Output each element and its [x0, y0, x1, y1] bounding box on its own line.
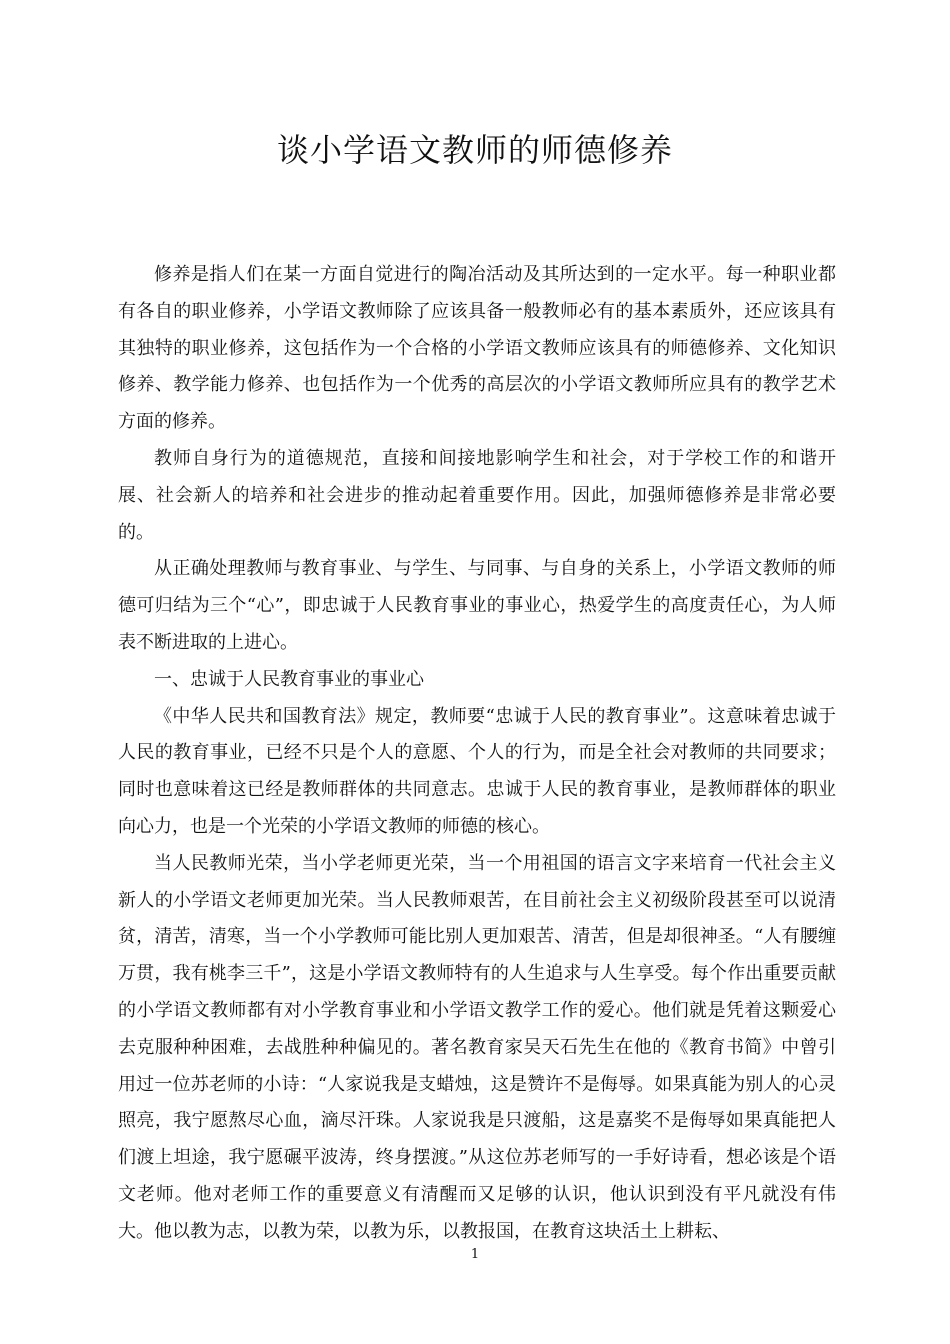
paragraph-teacher-honor: 当人民教师光荣，当小学老师更光荣，当一个用祖国的语言文字来培育一代社会主义新人的小学语文老师更加光荣。当人民教师艰苦，在目前社会主义初级阶段甚至可以说清贫，清苦，清寒，当一个小学教师可能比别人更加艰苦、清苦，但是却很神圣。“人有腰缠万贯，我有桃李三千”，这是小学语文教师特有的人生追求与人生享受。每个作出重要贡献的小学语文教师都有对小学教育事业和小学语文教学工作的爱心。他们就是凭着这颗爱心去克服种种困难，去战胜种种偏见的。著名教育家吴天石先生在他的《教育书简》中曾引用过一位苏老师的小诗：“人家说我是支蜡烛，这是赞许不是侮辱。如果真能为别人的心灵照亮，我宁愿熬尽心血，滴尽汗珠。人家说我是只渡船，这是嘉奖不是侮辱如果真能把人们渡上坦途，我宁愿碾平波涛，终身摆渡。”从这位苏老师写的一手好诗看，想必该是个语文老师。他对老师工作的重要意义有清醒而又足够的认识，他认识到没有平凡就没有伟大。他以教为志，以教为荣，以教为乐，以教报国，在教育这块活土上耕耘、 [118, 852, 836, 1242]
paragraph-ethics-importance: 教师自身行为的道德规范，直接和间接地影响学生和社会，对于学校工作的和谐开展、社会新人的培养和社会进步的推动起着重要作用。因此，加强师德修养是非常必要的。 [118, 447, 836, 543]
paragraph-three-hearts: 从正确处理教师与教育事业、与学生、与同事、与自身的关系上，小学语文教师的师德可归结为三个“心”，即忠诚于人民教育事业的事业心，热爱学生的高度责任心，为人师表不断进取的上进心。 [118, 558, 836, 653]
document-title: 谈小学语文教师的师德修养 [276, 131, 673, 169]
paragraph-education-law: 《中华人民共和国教育法》规定，教师要“忠诚于人民的教育事业”。这意味着忠诚于人民的教育事业，已经不只是个人的意愿、个人的行为，而是全社会对教师的共同要求；同时也意味着这已经是教师群体的共同意志。忠诚于人民的教育事业，是教师群体的职业向心力，也是一个光荣的小学语文教师的师德的核心。 [118, 705, 836, 837]
paragraph-intro: 修养是指人们在某一方面自觉进行的陶冶活动及其所达到的一定水平。每一种职业都有各自的职业修养，小学语文教师除了应该具备一般教师必有的基本素质外，还应该具有其独特的职业修养，这包括作为一个合格的小学语文教师应该具有的师德修养、文化知识修养、教学能力修养、也包括作为一个优秀的高层次的小学语文教师所应具有的教学艺术方面的修养。 [118, 264, 836, 433]
page-number: 1 [470, 1247, 480, 1262]
section-heading-1: 一、忠诚于人民教育事业的事业心 [154, 668, 424, 690]
document-body [118, 257, 836, 1251]
